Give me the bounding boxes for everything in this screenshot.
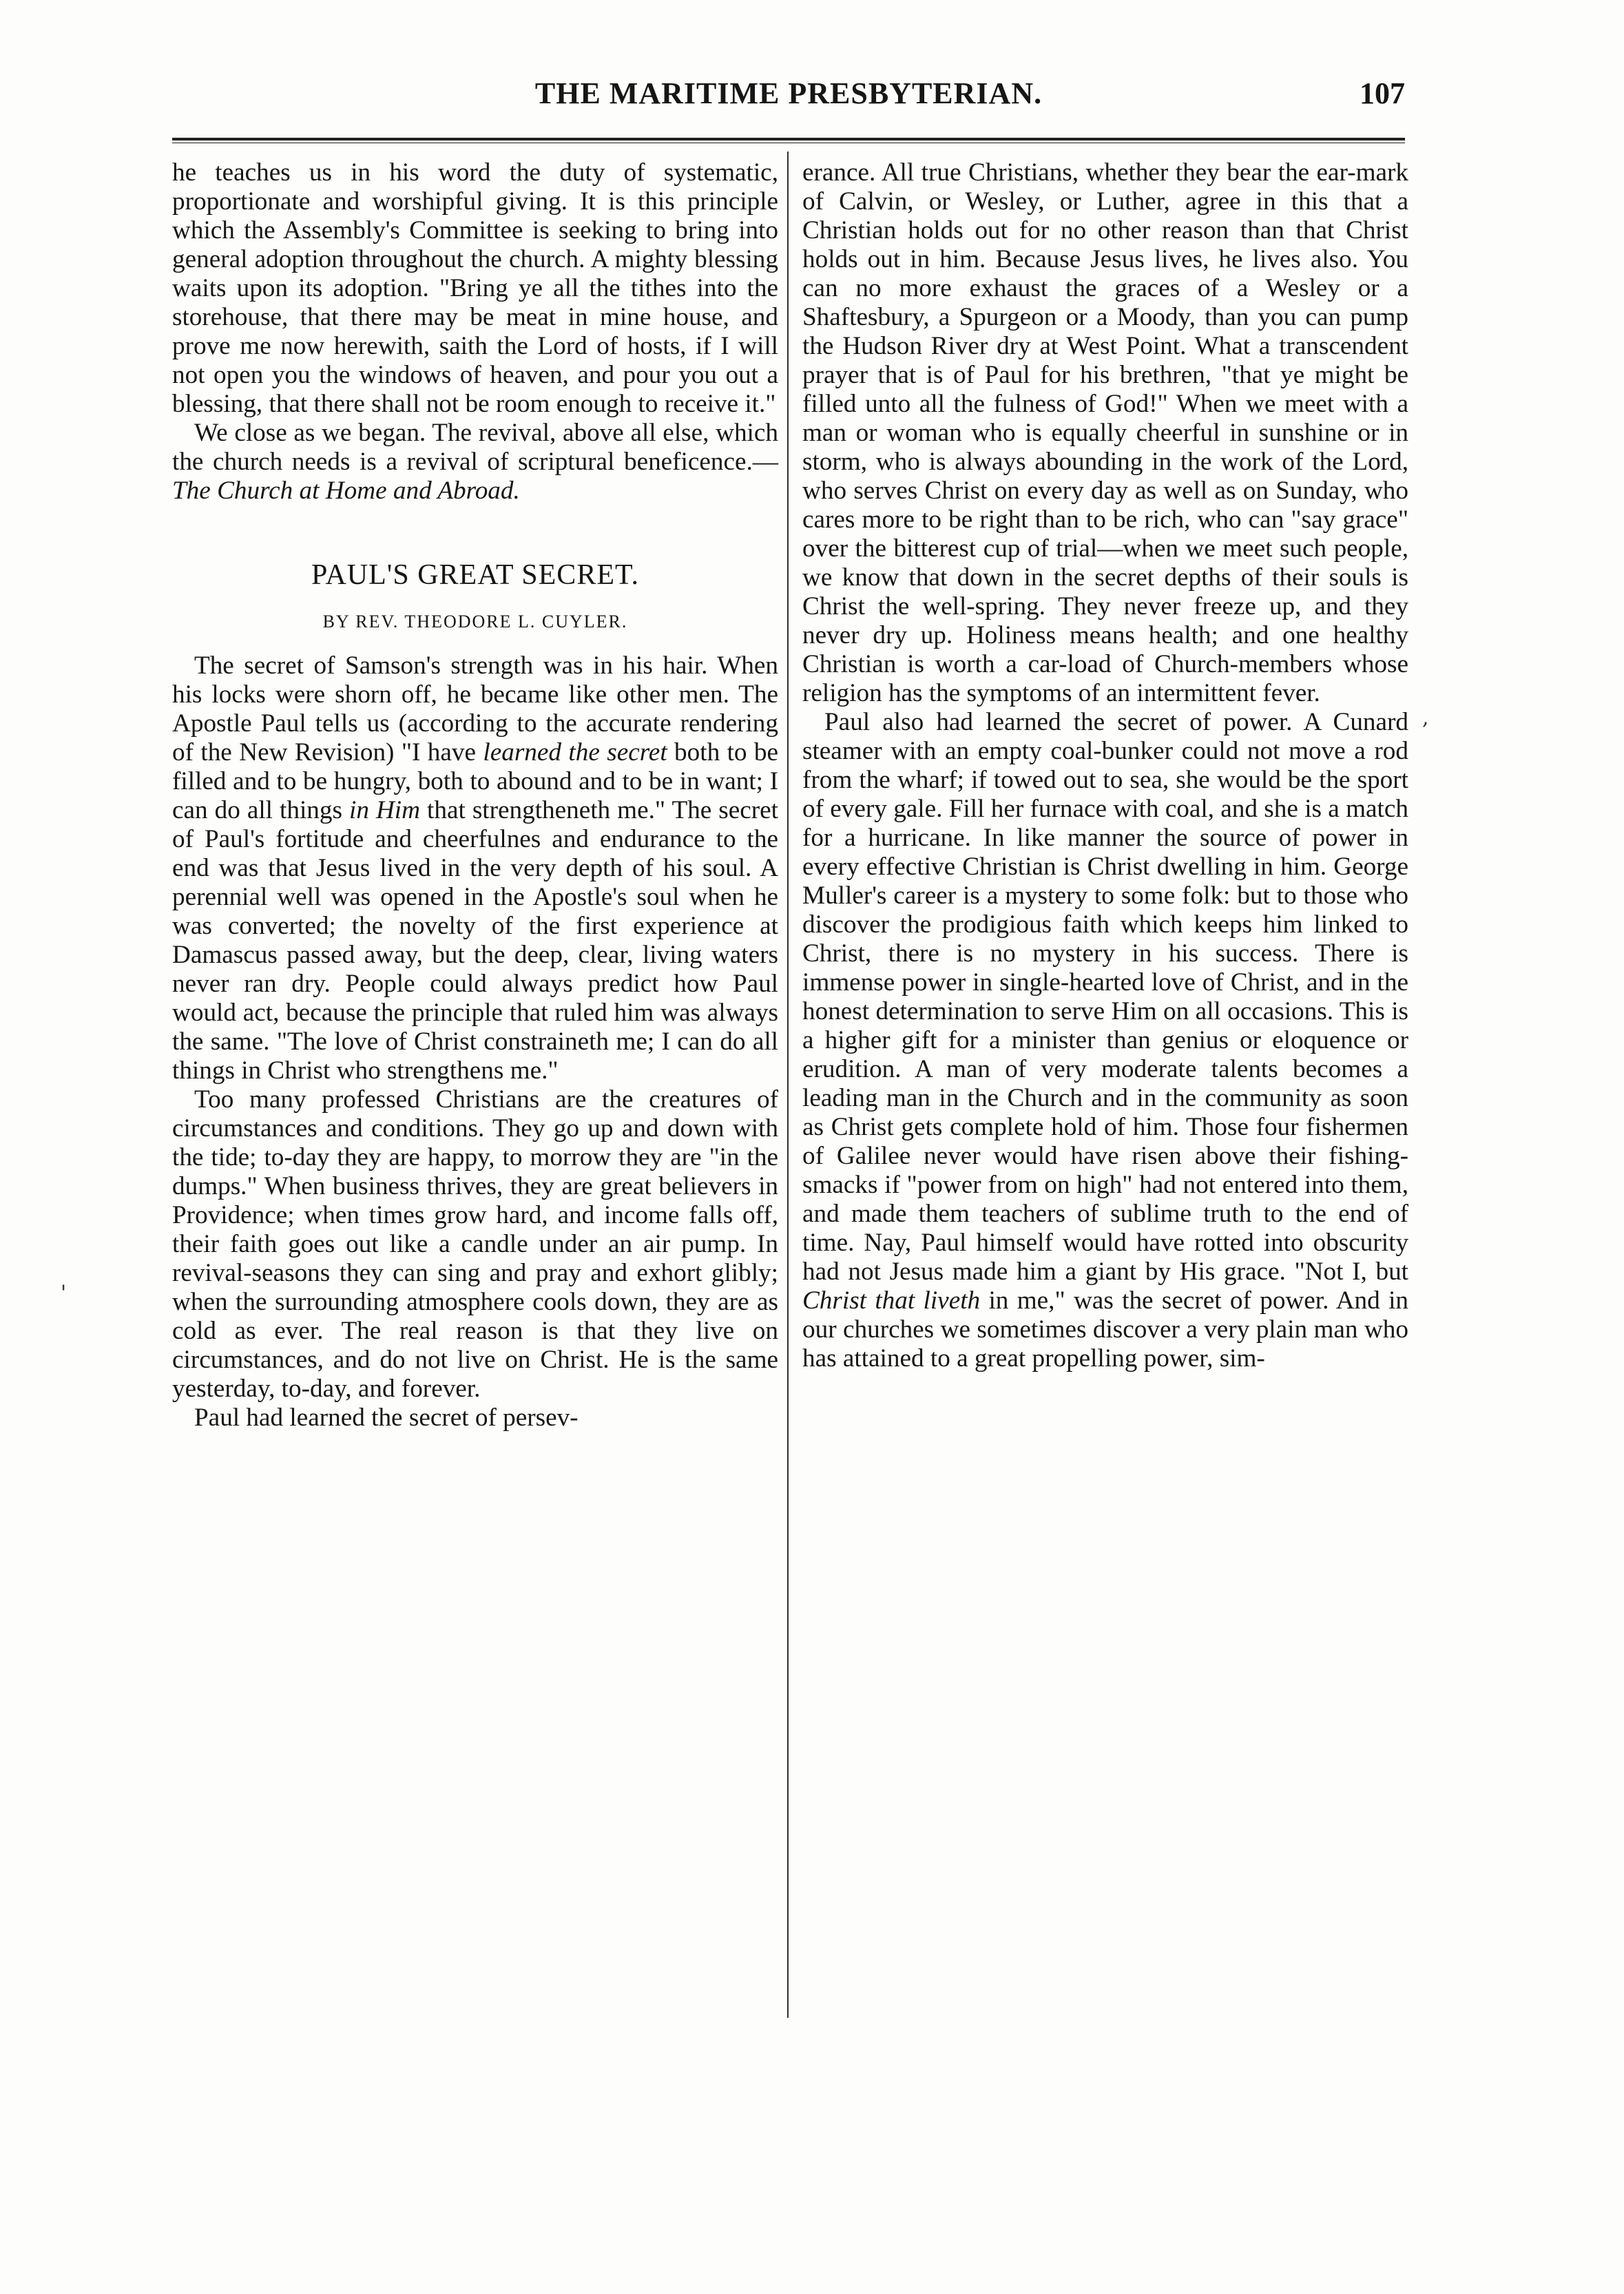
closing-text: We close as we began. The revival, above all else, which the church needs is a revival of scriptural beneficence.— <box>172 419 778 476</box>
text-run: both to be filled and to be hungry, both to abound and to be in want; I can do all things <box>172 738 778 824</box>
margin-mark: ' <box>61 1281 67 1305</box>
right-column <box>802 158 1408 1373</box>
paragraph-perseverance-start: Paul had learned the secret of persev- <box>194 1404 579 1432</box>
page-number: 107 <box>1360 76 1405 110</box>
paragraph-power <box>802 708 1408 1373</box>
article-byline: BY REV. THEODORE L. CUYLER. <box>322 612 628 632</box>
page-header <box>172 76 1405 124</box>
source-citation: The Church at Home and Abroad. <box>172 477 520 505</box>
italic-run: in Him <box>349 796 420 824</box>
paragraph-closing <box>172 419 778 505</box>
paragraph-stewardship: he teaches us in his word the duty of systematic, proportionate and worshipful giving. It is this principle which the Assembly's Committee is seeking to bring into general adoption throughout the church. A mighty blessing waits upon its adoption. "Bring ye all the tithes into the storehouse, that there may be meat in mine house, and prove me now herewith, saith the Lord of hosts, if I will not open you the windows of heaven, and pour you out a blessing, that there shall not be room enough to receive it." <box>172 158 778 418</box>
article-title: PAUL'S GREAT SECRET. <box>311 559 640 591</box>
column-divider <box>787 152 789 2018</box>
paragraph-perseverance: erance. All true Christians, whether they bear the ear-mark of Calvin, or Wesley, or Luther, agree in this that a Christian holds out for no other reason than that Christ holds out in him. Because Jesus lives, he lives also. You can no more exhaust the graces of a Wesley or a Shaftesbury, a Spurgeon or a Moody, than you can pump the Hudson River dry at West Point. What a transcendent prayer that is of Paul for his brethren, "that ye might be filled unto all the fulness of God!" When we meet with a man or woman who is equally cheerful in sunshine or in storm, who is always abounding in the work of the Lord, who serves Christ on every day as well as on Sunday, who cares more to be right than to be rich, who can "say grace" over the bitterest cup of trial—when we meet such people, we know that down in the secret depths of their souls is Christ the well-spring. They never freeze up, and they never dry up. Holiness means health; and one healthy Christian is worth a car-load of Church-members whose religion has the symptoms of an intermittent fever. <box>802 158 1408 707</box>
running-title: THE MARITIME PRESBYTERIAN. <box>534 76 1043 110</box>
text-run: Paul also had learned the secret of power. A Cunard steamer with an empty coal-bunker could not move a rod from the wharf; if towed out to sea, she would be the sport of every gale. Fill her furnace with coal, and she is a match for a hurricane. In like manner the source of power in every effective Christian is Christ dwelling in him. George Muller's career is a mystery to some folk: but to those who discover the prodigious faith which keeps him linked to Christ, there is no mystery in his success. There is immense power in single-hearted love of Christ, and in the honest determination to serve Him on all occasions. This is a higher gift for a minister than genius or eloquence or erudition. A man of very moderate talents becomes a leading man in the Church and in the community as soon as Christ gets complete hold of him. Those four fishermen of Galilee never would have risen above their fishing-smacks if "power from on high" had not entered into them, and made them teachers of sublime truth to the end of time. Nay, Paul himself would have rotted into obscurity had not Jesus made him a giant by His grace. "Not I, but <box>802 708 1408 1286</box>
italic-run: Christ that liveth <box>802 1286 981 1315</box>
text-run: that strengtheneth me." The secret of Paul's fortitude and cheerfulnes and endurance to the end was that Jesus lived in the very depth of his soul. A perennial well was opened in the Apostle's soul when he was converted; the novelty of the first experience at Damascus passed away, but the deep, clear, living waters never ran dry. People could always predict how Paul would act, because the principle that ruled him was always the same. "The love of Christ constraineth me; I can do all things in Christ who strengthens me." <box>172 796 778 1085</box>
left-column <box>172 158 778 1432</box>
header-rule <box>172 138 1405 143</box>
paragraph-circumstances: Too many professed Christians are the creatures of circumstances and conditions. They go up and down with the tide; to-day they are happy, to morrow they are "in the dumps." When business thrives, they are great believers in Providence; when times grow hard, and income falls off, their faith goes out like a candle under an air pump. In revival-seasons they can sing and pray and exhort glibly; when the surrounding atmosphere cools down, they are as cold as ever. The real reason is that they live on circumstances, and do not live on Christ. He is the same yesterday, to-day, and forever. <box>172 1085 778 1403</box>
text-run: in me," was the secret of power. And in our churches we sometimes discover a very plain man who has attained to a great propelling power, sim- <box>802 1286 1408 1373</box>
text-run: The secret of Samson's strength was in his hair. When his locks were shorn off, he became like other men. The Apostle Paul tells us (according to the accurate rendering of the New Revision) "I have <box>172 651 778 767</box>
italic-run: learned the secret <box>483 738 667 767</box>
margin-mark: , <box>1422 706 1429 730</box>
paragraph-samson <box>172 651 778 1085</box>
section-spacer <box>172 505 778 561</box>
